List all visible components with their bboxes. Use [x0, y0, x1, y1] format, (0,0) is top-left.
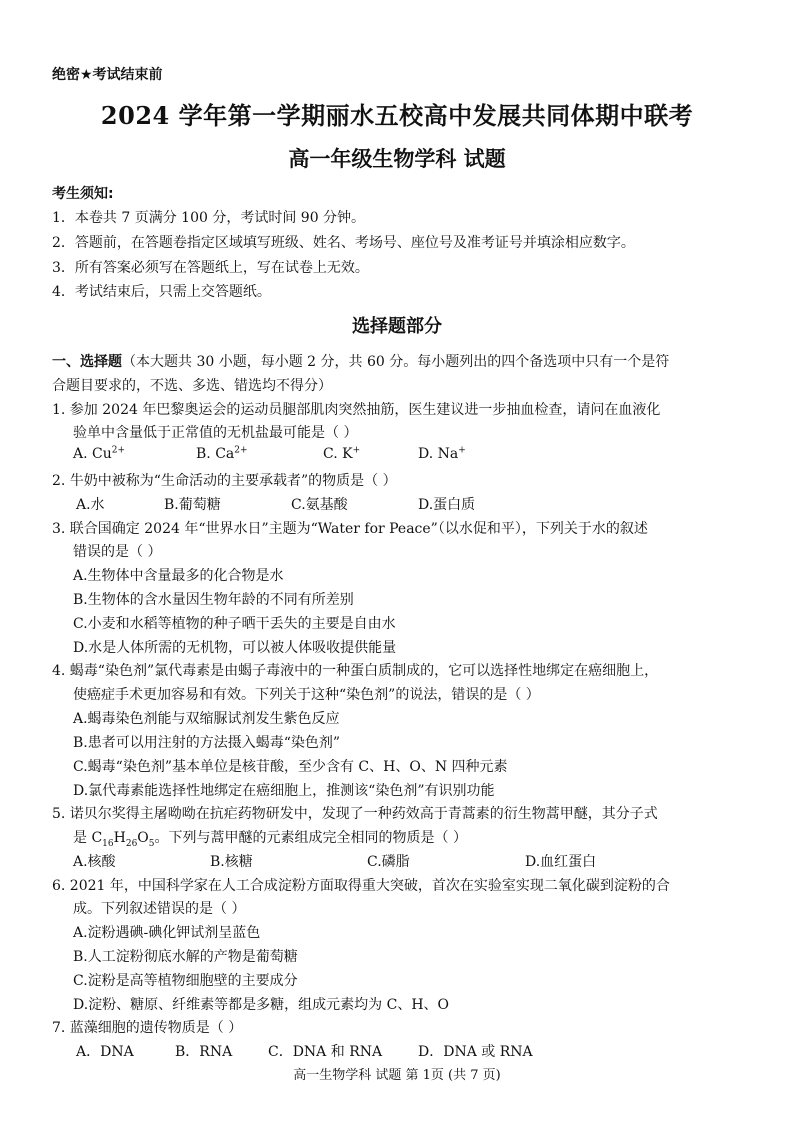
- exam-subtitle: 高一年级生物学科 试题: [288, 146, 506, 171]
- notes-title: 考生须知:: [52, 186, 114, 202]
- question-3-stem: 3. 联合国确定 2024 年“世界水日”主题为“Water for Peace”（以水促和平），下列关于水的叙述: [52, 521, 648, 537]
- section-title: 选择题部分: [352, 316, 442, 337]
- question-3-option-c: C.小麦和水稻等植物的种子晒干丢失的主要是自由水: [73, 616, 396, 632]
- question-1-option-d: D. Na+: [418, 445, 466, 462]
- note-item: 2．答题前，在答题卷指定区域填写班级、姓名、考场号、座位号及准考证号并填涂相应数字。: [52, 235, 635, 251]
- question-1-stem: 1. 参加 2024 年巴黎奥运会的运动员腿部肌肉突然抽筋，医生建议进一步抽血检查，请问在血液化: [52, 402, 661, 418]
- question-7-option-c: C．DNA 和 RNA: [268, 1044, 383, 1060]
- question-1-option-b: B. $Ca^{2+}$: [196, 445, 248, 462]
- question-7-stem: 7. 蓝藻细胞的遗传物质是（ ）: [52, 1020, 243, 1036]
- question-2-option-b: B.葡萄糖: [164, 497, 221, 513]
- question-2-stem: 2. 牛奶中被称为“生命活动的主要承载者”的物质是（ ）: [52, 473, 397, 489]
- question-5-option-d: D.血红蛋白: [525, 854, 597, 870]
- question-6-stem-cont: 成。下列叙述错误的是（ ）: [73, 901, 246, 917]
- exam-title: 2024 学年第一学期丽水五校高中发展共同体期中联考: [100, 101, 694, 130]
- question-3-stem-cont: 错误的是（ ）: [73, 544, 162, 560]
- part-description-cont: 合题目要求的，不选、多选、错选均不得分）: [52, 378, 332, 394]
- question-4-option-d: D.氯代毒素能选择性地绑定在癌细胞上，推测该“染色剂”有识别功能: [73, 783, 495, 799]
- question-4-option-a: A.蝎毒染色剂能与双缩脲试剂发生紫色反应: [73, 711, 340, 727]
- question-7-option-d: D．DNA 或 RNA: [418, 1044, 533, 1060]
- question-6-option-b: B.人工淀粉彻底水解的产物是葡萄糖: [73, 949, 298, 965]
- note-item: 3．所有答案必须写在答题纸上，写在试卷上无效。: [52, 260, 369, 276]
- question-5-stem-cont: 是 $C_{16}H_{26}O_5$。下列与蒿甲醚的元素组成完全相同的物质是（ ）: [73, 830, 467, 849]
- question-6-option-d: D.淀粉、糖原、纤维素等都是多糖，组成元素均为 C、H、O: [73, 997, 450, 1013]
- question-5-option-b: B.核糖: [210, 854, 253, 870]
- question-4-stem: 4. 蝎毒“染色剂”氯代毒素是由蝎子毒液中的一种蛋白质制成的，它可以选择性地绑定在癌细胞上，: [52, 663, 659, 679]
- question-3-option-a: A.生物体中含量最多的化合物是水: [73, 568, 284, 584]
- question-7-option-b: B．RNA: [175, 1044, 233, 1060]
- question-5-option-a: A.核酸: [73, 854, 116, 870]
- question-6-option-c: C.淀粉是高等植物细胞壁的主要成分: [73, 973, 298, 989]
- question-7-option-a: A．DNA: [76, 1044, 134, 1060]
- question-1-option-a: A. $Cu^{2+}$: [73, 445, 126, 462]
- question-5-stem: 5. 诺贝尔奖得主屠呦呦在抗疟药物研发中，发现了一种药效高于青蒿素的衍生物蒿甲醚，其分子式: [52, 806, 658, 822]
- note-item: 1．本卷共 7 页满分 100 分，考试时间 90 分钟。: [52, 210, 366, 226]
- question-4-option-c: C.蝎毒“染色剂”基本单位是核苷酸，至少含有 C、H、O、N 四种元素: [73, 759, 508, 775]
- part-instructions: [52, 351, 669, 371]
- question-2-option-a: A.水: [76, 497, 105, 513]
- page-footer: 高一生物学科 试题 第 1页 (共 7 页): [293, 1068, 501, 1083]
- part-heading: 一、选择题: [52, 354, 122, 370]
- question-3-option-b: B.生物体的含水量因生物年龄的不同有所差别: [73, 592, 354, 608]
- question-4-option-b: B.患者可以用注射的方法摄入蝎毒“染色剂”: [73, 735, 341, 751]
- question-3-option-d: D.水是人体所需的无机物，可以被人体吸收提供能量: [73, 640, 397, 656]
- part-description: （本大题共 30 小题，每小题 2 分，共 60 分。每小题列出的四个备选项中只有一个是符: [122, 354, 670, 370]
- question-2-option-c: C.氨基酸: [291, 497, 348, 513]
- question-6-stem: 6. 2021 年，中国科学家在人工合成淀粉方面取得重大突破，首次在实验室实现二氧化碳到淀粉的合: [52, 878, 670, 894]
- question-6-option-a: A.淀粉遇碘-碘化钾试剂呈蓝色: [73, 925, 261, 941]
- question-1-stem-cont: 验单中含量低于正常值的无机盐最可能是（ ）: [73, 425, 358, 441]
- question-2-option-d: D.蛋白质: [418, 497, 476, 513]
- question-4-stem-cont: 使癌症手术更加容易和有效。下列关于这种“染色剂”的说法，错误的是（ ）: [73, 687, 540, 703]
- confidential-label: 绝密★考试结束前: [52, 67, 163, 83]
- question-5-option-c: C.磷脂: [367, 854, 410, 870]
- note-item: 4．考试结束后，只需上交答题纸。: [52, 284, 271, 300]
- question-1-option-c: C. K+: [323, 445, 361, 462]
